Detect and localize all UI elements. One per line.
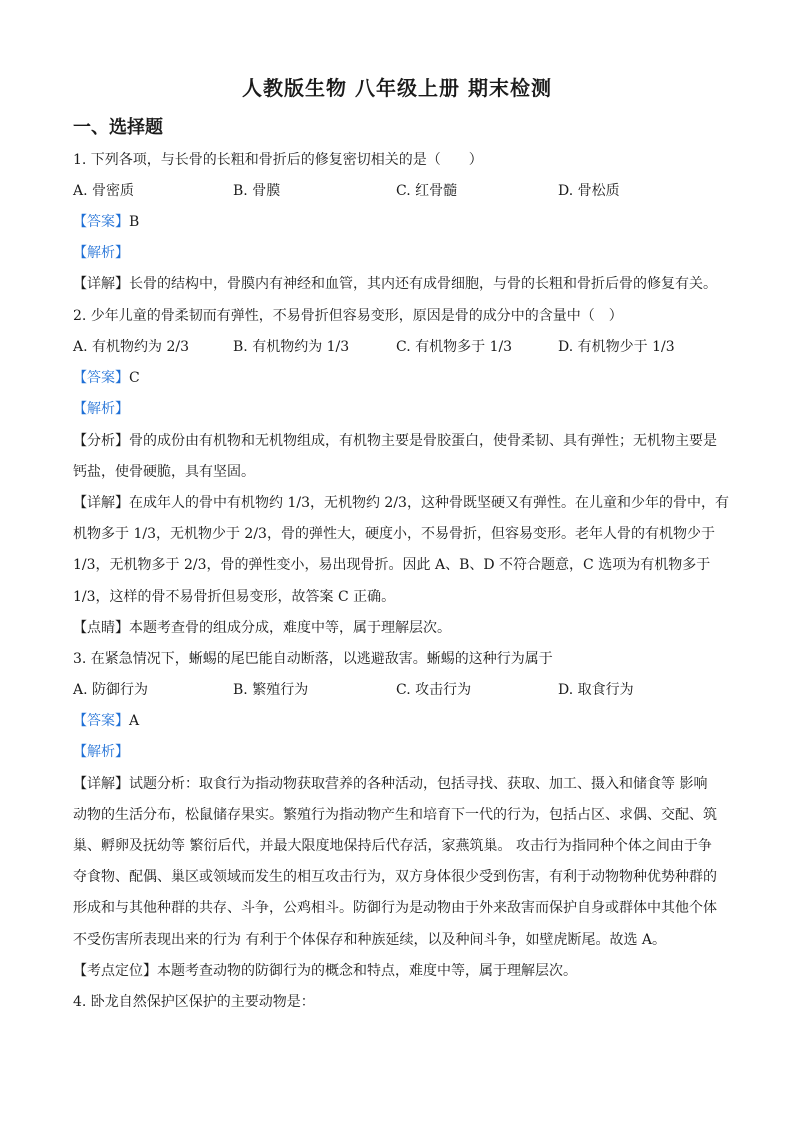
q3-option-d: D. 取食行为	[558, 682, 634, 698]
q2-option-b: B. 有机物约为 1/3	[233, 339, 350, 355]
q3-detail-line-2: 动物的生活分布，松鼠储存果实。繁殖行为指动物产生和培育下一代的行为，包括占区、求偶、交配、筑	[73, 807, 717, 823]
q2-detail-line-3: 1/3，无机物多于 2/3，骨的弹性变小，易出现骨折。因此 A、B、D 不符合题意，C 选项为有机物多于	[73, 557, 711, 573]
q3-detail-line-3: 巢、孵卵及抚幼等 繁衍后代，并最大限度地保持后代存活，家燕筑巢。 攻击行为指同种个体之间由于争	[73, 838, 712, 854]
q3-detail-line-4: 夺食物、配偶、巢区或领域而发生的相互攻击行为，双方身体很少受到伤害，有利于动物物种优势种群的	[73, 869, 717, 885]
q3-option-b: B. 繁殖行为	[233, 682, 309, 698]
question-1-stem: 1. 下列各项，与长骨的长粗和骨折后的修复密切相关的是（ ）	[73, 152, 483, 168]
detail-text: 长骨的结构中，骨膜内有神经和血管，其内还有成骨细胞，与骨的长粗和骨折后骨的修复有关。	[129, 276, 717, 292]
q1-detail	[73, 274, 717, 294]
detail-text: 试题分析：取食行为指动物获取营养的各种活动，包括寻找、获取、加工、摄入和储食等 影响	[129, 776, 708, 792]
q2-dianjing	[73, 618, 451, 638]
q2-fenxi-line-1	[73, 431, 717, 451]
detail-tag: 【详解】	[73, 276, 129, 292]
q2-option-d: D. 有机物少于 1/3	[558, 339, 675, 355]
answer-value: C	[129, 370, 140, 386]
q3-option-a: A. 防御行为	[73, 682, 149, 698]
fenxi-tag: 【分析】	[73, 433, 129, 449]
q2-option-a: A. 有机物约为 2/3	[73, 339, 189, 355]
q2-detail-line-4: 1/3，这样的骨不易骨折但易变形，故答案 C 正确。	[73, 589, 396, 605]
q2-answer	[73, 368, 140, 388]
q2-fenxi-line-2: 钙盐，使骨硬脆，具有坚固。	[73, 464, 255, 480]
q2-detail-line-1	[73, 493, 729, 513]
q3-detail-line-1	[73, 774, 707, 794]
dianjing-text: 本题考查骨的组成分成，难度中等，属于理解层次。	[129, 620, 451, 636]
q1-analysis-tag	[73, 243, 129, 263]
detail-tag: 【详解】	[73, 495, 129, 511]
q3-option-c: C. 攻击行为	[396, 682, 472, 698]
question-2-stem: 2. 少年儿童的骨柔韧而有弹性，不易骨折但容易变形，原因是骨的成分中的含量中（ ）	[73, 308, 623, 324]
answer-value: B	[129, 214, 140, 230]
answer-value: A	[129, 713, 140, 729]
detail-text: 在成年人的骨中有机物约 1/3，无机物约 2/3，这种骨既坚硬又有弹性。在儿童和少年的骨中，有	[129, 495, 729, 511]
q3-detail-line-6: 不受伤害所表现出来的行为 有利于个体保存和种族延续，以及种间斗争，如壁虎断尾。故选 A。	[73, 932, 667, 948]
q1-option-b: B. 骨膜	[233, 183, 281, 199]
kaodian-tag: 【考点定位】	[73, 963, 157, 979]
question-3-stem: 3. 在紧急情况下，蜥蜴的尾巴能自动断落，以逃避敌害。蜥蜴的这种行为属于	[73, 651, 553, 667]
fenxi-text: 骨的成份由有机物和无机物组成，有机物主要是骨胶蛋白，使骨柔韧、具有弹性；无机物主要是	[129, 433, 717, 449]
q2-option-c: C. 有机物多于 1/3	[396, 339, 513, 355]
q2-analysis-tag	[73, 399, 129, 419]
dianjing-tag: 【点睛】	[73, 620, 129, 636]
question-4-stem: 4. 卧龙自然保护区保护的主要动物是：	[73, 994, 315, 1010]
detail-tag: 【详解】	[73, 776, 129, 792]
analysis-tag: 【解析】	[73, 245, 129, 261]
answer-tag: 【答案】	[73, 214, 129, 230]
q1-option-a: A. 骨密质	[73, 183, 135, 199]
q1-option-d: D. 骨松质	[558, 183, 620, 199]
analysis-tag: 【解析】	[73, 401, 129, 417]
kaodian-text: 本题考查动物的防御行为的概念和特点，难度中等，属于理解层次。	[157, 963, 577, 979]
section-heading: 一、选择题	[73, 117, 163, 138]
answer-tag: 【答案】	[73, 713, 129, 729]
q3-answer	[73, 711, 139, 731]
q3-kaodian	[73, 961, 577, 981]
q2-detail-line-2: 机物多于 1/3，无机物少于 2/3，骨的弹性大，硬度小，不易骨折，但容易变形。老年人骨的有机物少于	[73, 526, 715, 542]
q3-analysis-tag	[73, 742, 129, 762]
page-title: 人教版生物 八年级上册 期末检测	[242, 76, 552, 100]
q1-answer	[73, 212, 139, 232]
answer-tag: 【答案】	[73, 370, 129, 386]
q1-option-c: C. 红骨髓	[396, 183, 458, 199]
q3-detail-line-5: 形成和与其他种群的共存、斗争，公鸡相斗。防御行为是动物由于外来敌害而保护自身或群体中其他个体	[73, 900, 717, 916]
analysis-tag: 【解析】	[73, 744, 129, 760]
